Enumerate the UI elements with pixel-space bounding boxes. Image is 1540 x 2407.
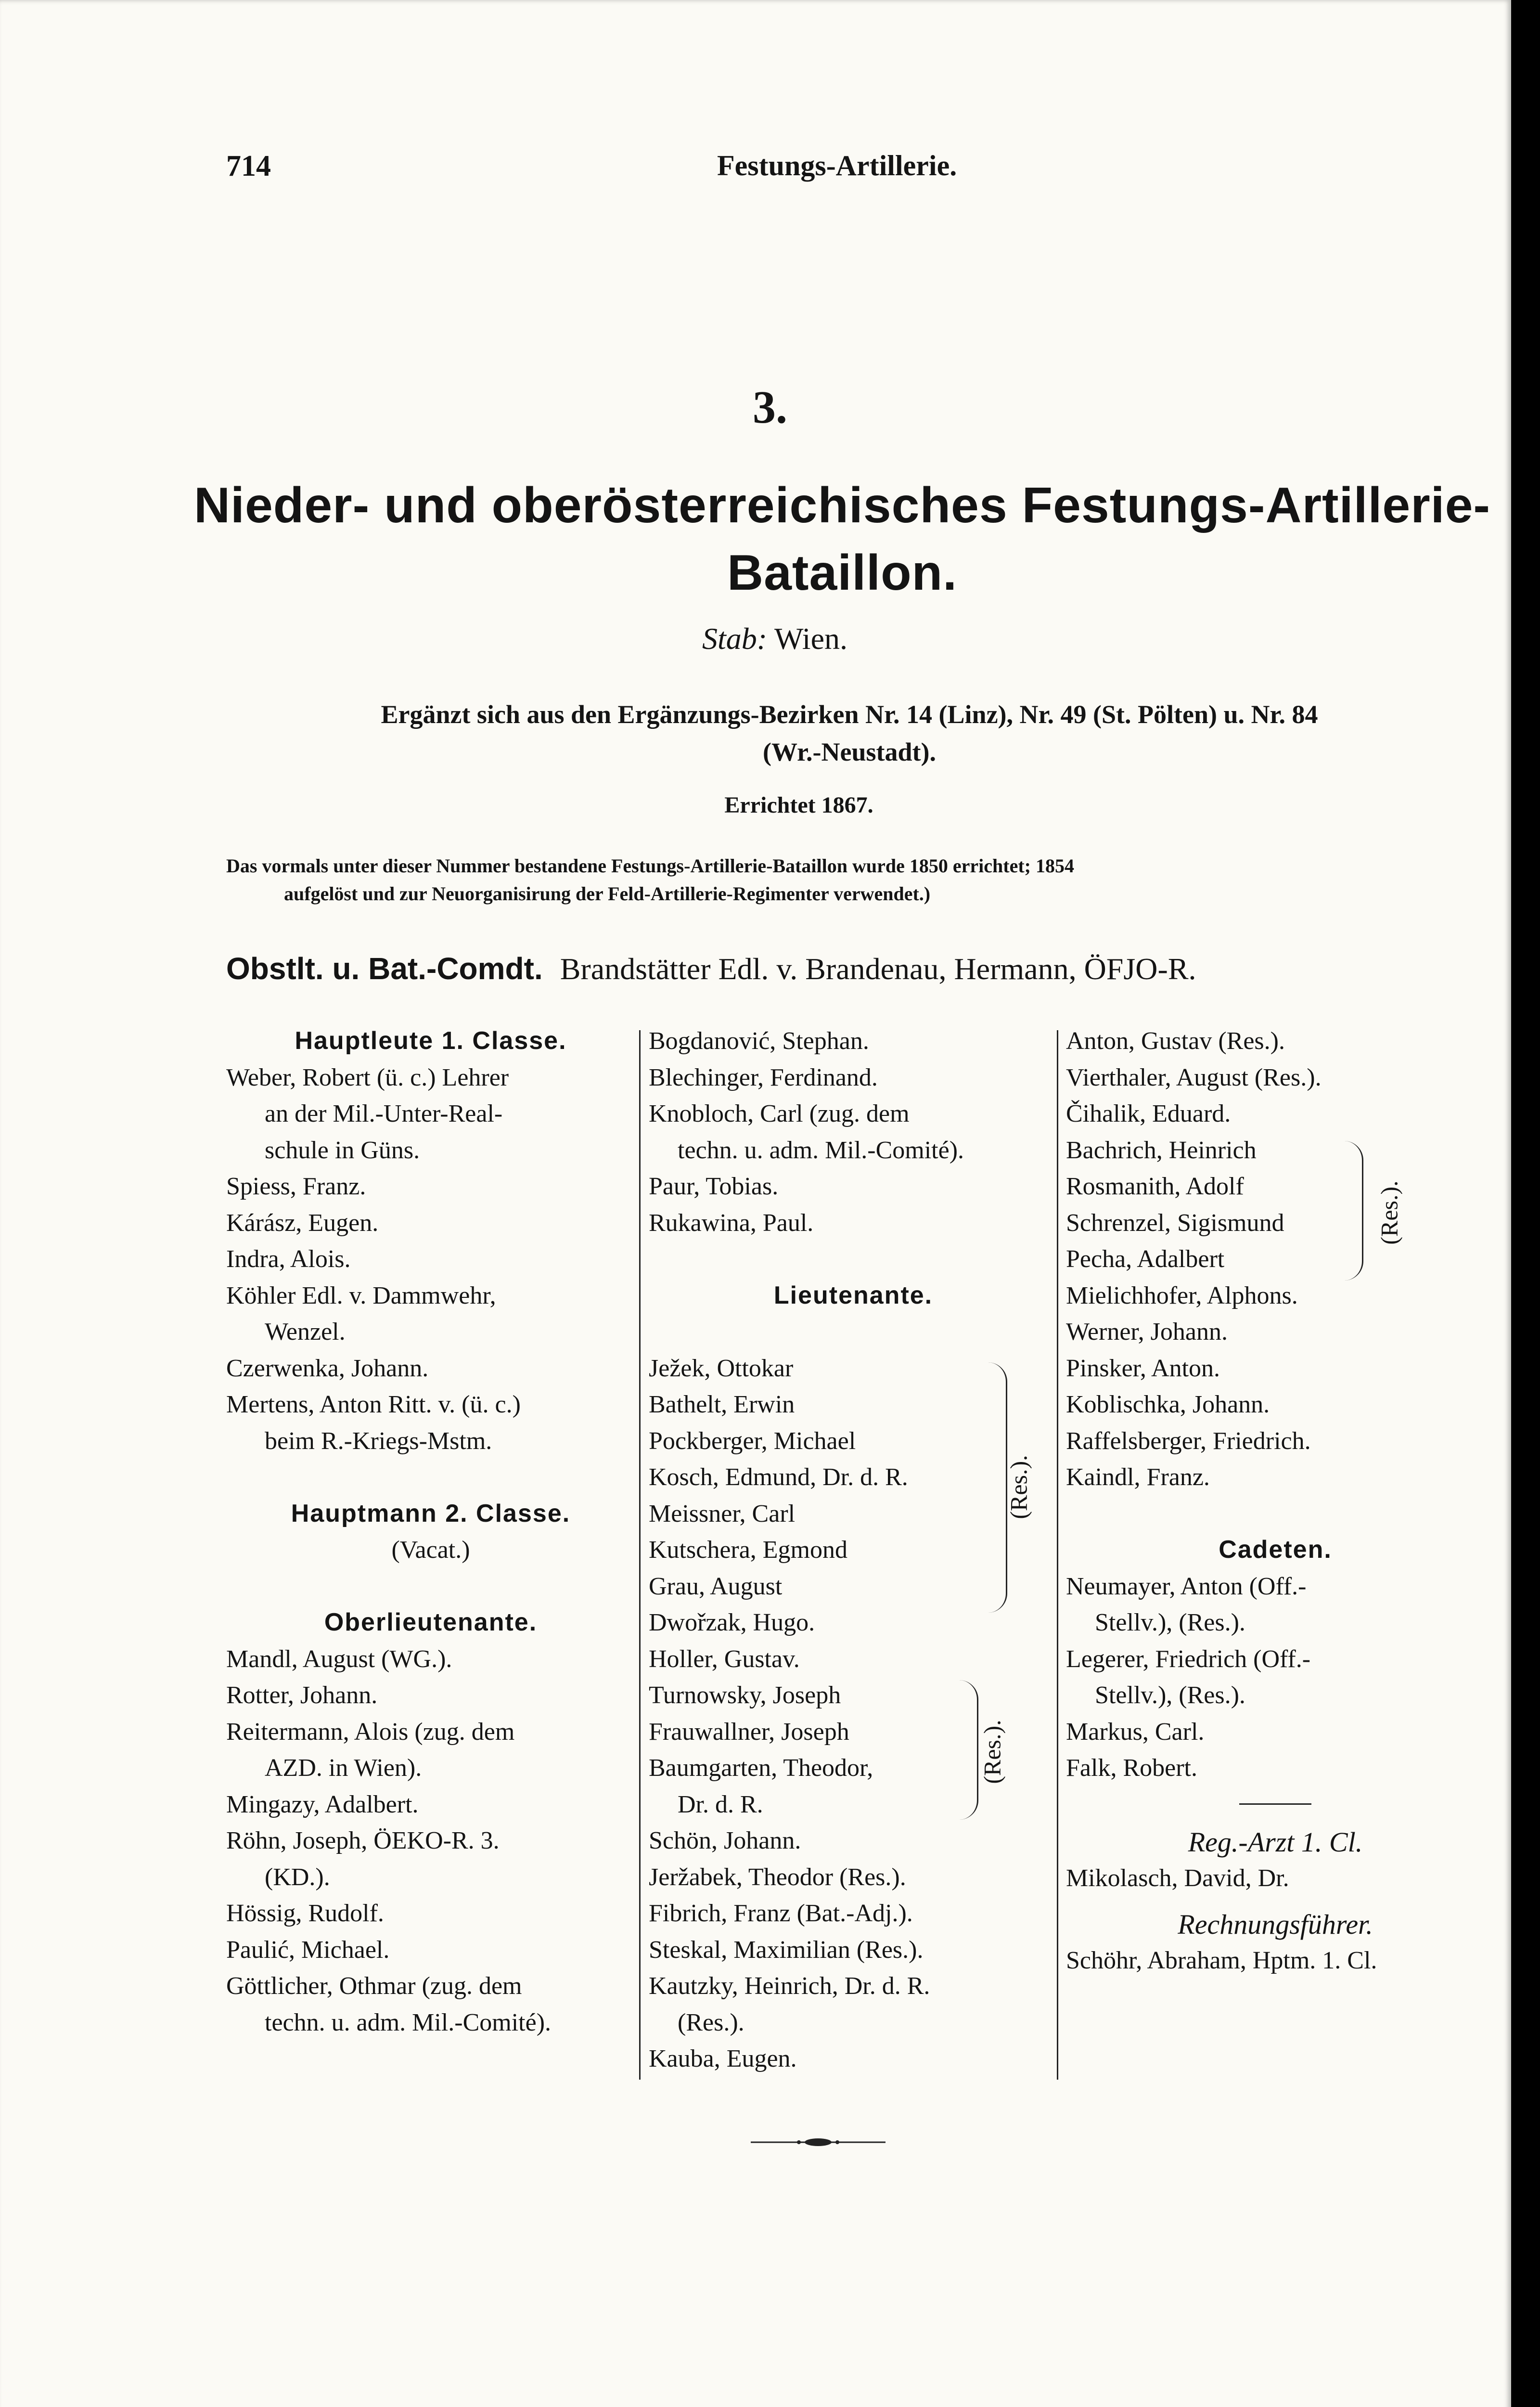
list-item: Steskal, Maximilian (Res.). xyxy=(649,1936,924,1964)
list-item: Stellv.), (Res.). xyxy=(1095,1609,1245,1636)
list-item: Vierthaler, August (Res.). xyxy=(1066,1063,1322,1091)
list-item: Falk, Robert. xyxy=(1066,1754,1197,1782)
list-item: Meissner, Carl xyxy=(649,1500,796,1527)
list-item: Ježek, Ottokar xyxy=(649,1354,794,1382)
title-line-2: Bataillon. xyxy=(727,545,958,601)
list-item: Kosch, Edmund, Dr. d. R. xyxy=(649,1463,908,1491)
list-item: Kautzky, Heinrich, Dr. d. R. xyxy=(649,1972,930,2000)
commander-name: Brandstätter Edl. v. Brandenau, Hermann, ÖFJO-R. xyxy=(560,952,1196,986)
stab-line xyxy=(0,621,1540,657)
list-item: Dr. d. R. xyxy=(678,1790,763,1818)
list-item: Mertens, Anton Ritt. v. (ü. c.) xyxy=(226,1391,521,1418)
ergaenzung-line-2: (Wr.-Neustadt). xyxy=(763,738,936,766)
list-item: Werner, Johann. xyxy=(1066,1318,1228,1346)
brace-lieutenante-res-1 xyxy=(987,1362,1007,1613)
list-item: Turnowsky, Joseph xyxy=(649,1682,841,1709)
list-item: Pecha, Adalbert xyxy=(1066,1245,1225,1273)
list-item: Blechinger, Ferdinand. xyxy=(649,1063,878,1091)
heading-hauptleute-1: Hauptleute 1. Classe. xyxy=(295,1027,567,1055)
list-item: Bachrich, Heinrich xyxy=(1066,1136,1257,1164)
list-item: Legerer, Friedrich (Off.- xyxy=(1066,1645,1311,1673)
separator-rule xyxy=(1239,1803,1311,1805)
list-item: Rotter, Johann. xyxy=(226,1682,378,1709)
list-item: Kutschera, Egmond xyxy=(649,1536,848,1564)
list-item: techn. u. adm. Mil.-Comité). xyxy=(265,2008,552,2036)
list-item: Indra, Alois. xyxy=(226,1245,351,1273)
running-head xyxy=(226,149,1477,193)
list-item: Kauba, Eugen. xyxy=(649,2045,797,2072)
page-number: 714 xyxy=(226,150,271,182)
list-item: Göttlicher, Othmar (zug. dem xyxy=(226,1972,522,2000)
heading-oberlieutenante: Oberlieutenante. xyxy=(324,1608,538,1636)
column-1 xyxy=(226,1023,635,2041)
list-item: Mielichhofer, Alphons. xyxy=(1066,1281,1298,1309)
vacat: (Vacat.) xyxy=(391,1536,470,1564)
list-item: Bathelt, Erwin xyxy=(649,1391,795,1418)
list-item: Stellv.), (Res.). xyxy=(1095,1682,1245,1709)
list-item: an der Mil.-Unter-Real- xyxy=(265,1100,503,1127)
list-item: Kárász, Eugen. xyxy=(226,1209,379,1237)
stab-label: Stab: xyxy=(702,621,768,656)
heading-lieutenante: Lieutenante. xyxy=(773,1281,933,1309)
list-item: Köhler Edl. v. Dammwehr, xyxy=(226,1281,496,1309)
list-item: Fibrich, Franz (Bat.-Adj.). xyxy=(649,1900,913,1927)
ornament-divider xyxy=(751,2137,886,2147)
list-item: Schön, Johann. xyxy=(649,1827,801,1854)
brace-column3-res xyxy=(1343,1141,1363,1281)
section-title xyxy=(192,472,1492,607)
list-item: AZD. in Wien). xyxy=(265,1754,422,1782)
list-item: Rosmanith, Adolf xyxy=(1066,1173,1244,1200)
ergaenzung-line-1: Ergänzt sich aus den Ergänzungs-Bezirken Nr. 14 (Linz), Nr. 49 (St. Pölten) u. Nr. 84 xyxy=(381,700,1318,729)
list-item: Rukawina, Paul. xyxy=(649,1209,814,1237)
list-item: techn. u. adm. Mil.-Comité). xyxy=(678,1136,964,1164)
heading-hauptmann-2: Hauptmann 2. Classe. xyxy=(291,1499,571,1527)
list-item: Frauwallner, Joseph xyxy=(649,1718,849,1746)
list-item: Markus, Carl. xyxy=(1066,1718,1205,1746)
list-item: Bogdanović, Stephan. xyxy=(649,1027,869,1055)
list-item: Czerwenka, Johann. xyxy=(226,1354,429,1382)
list-item: Paulić, Michael. xyxy=(226,1936,390,1964)
list-item: Baumgarten, Theodor, xyxy=(649,1754,873,1782)
heading-rechnungsfuehrer: Rechnungsführer. xyxy=(1178,1908,1373,1940)
list-item: beim R.-Kriegs-Mstm. xyxy=(265,1427,492,1455)
list-item: Neumayer, Anton (Off.- xyxy=(1066,1572,1307,1600)
note-line-2: aufgelöst und zur Neuorganisirung der Feld-Artillerie-Regimenter verwendet.) xyxy=(284,883,931,905)
list-item: schule in Güns. xyxy=(265,1136,420,1164)
list-item: Schöhr, Abraham, Hptm. 1. Cl. xyxy=(1066,1947,1377,1974)
section-number: 3. xyxy=(753,381,787,433)
list-item: Raffelsberger, Friedrich. xyxy=(1066,1427,1311,1455)
list-item: Röhn, Joseph, ÖEKO-R. 3. xyxy=(226,1827,500,1854)
commander-rank: Obstlt. u. Bat.-Comdt. xyxy=(226,951,543,986)
heading-reg-arzt: Reg.-Arzt 1. Cl. xyxy=(1188,1826,1363,1858)
commander-line xyxy=(226,951,1477,987)
list-item: Čihalik, Eduard. xyxy=(1066,1100,1231,1127)
list-item: Mingazy, Adalbert. xyxy=(226,1790,419,1818)
list-item: Grau, August xyxy=(649,1572,783,1600)
res-label-lieutenante-1: (Res.). xyxy=(1005,1455,1032,1519)
list-item: (Res.). xyxy=(678,2008,744,2036)
list-item: Mikolasch, David, Dr. xyxy=(1066,1864,1289,1892)
res-label-column-3: (Res.). xyxy=(1375,1180,1403,1245)
running-title: Festungs-Artillerie. xyxy=(717,150,957,181)
history-note xyxy=(226,852,1473,908)
column-3 xyxy=(1066,1023,1485,1979)
heading-cadeten: Cadeten. xyxy=(1219,1536,1332,1564)
res-label-lieutenante-2: (Res.). xyxy=(978,1720,1006,1784)
note-line-1: Das vormals unter dieser Nummer bestandene Festungs-Artillerie-Bataillon wurde 1850 errichtet; 1854 xyxy=(226,855,1074,877)
list-item: Mandl, August (WG.). xyxy=(226,1645,452,1673)
list-item: Weber, Robert (ü. c.) Lehrer xyxy=(226,1063,509,1091)
list-item: Pockberger, Michael xyxy=(649,1427,856,1455)
list-item: Spiess, Franz. xyxy=(226,1173,366,1200)
list-item: Jeržabek, Theodor (Res.). xyxy=(649,1863,906,1891)
list-item: Pinsker, Anton. xyxy=(1066,1354,1220,1382)
list-item: Hössig, Rudolf. xyxy=(226,1900,384,1927)
list-item: Anton, Gustav (Res.). xyxy=(1066,1027,1285,1055)
list-item: Paur, Tobias. xyxy=(649,1173,779,1200)
title-line-1: Nieder- und oberösterreichisches Festungs-Artillerie- xyxy=(193,478,1491,533)
list-item: Knobloch, Carl (zug. dem xyxy=(649,1100,910,1127)
list-item: Kaindl, Franz. xyxy=(1066,1463,1210,1491)
list-item: Schrenzel, Sigismund xyxy=(1066,1209,1284,1237)
list-item: Dwořzak, Hugo. xyxy=(649,1609,815,1636)
errichtet: Errichtet 1867. xyxy=(724,792,873,818)
column-divider-1 xyxy=(639,1030,641,2080)
list-item: Wenzel. xyxy=(265,1318,346,1346)
list-item: Koblischka, Johann. xyxy=(1066,1391,1270,1418)
ergaenzung-text xyxy=(226,696,1473,771)
list-item: Reitermann, Alois (zug. dem xyxy=(226,1718,515,1746)
brace-lieutenante-res-2 xyxy=(958,1680,978,1820)
list-item: (KD.). xyxy=(265,1863,330,1891)
list-item: Holler, Gustav. xyxy=(649,1645,800,1673)
stab-value: Wien. xyxy=(774,621,847,656)
